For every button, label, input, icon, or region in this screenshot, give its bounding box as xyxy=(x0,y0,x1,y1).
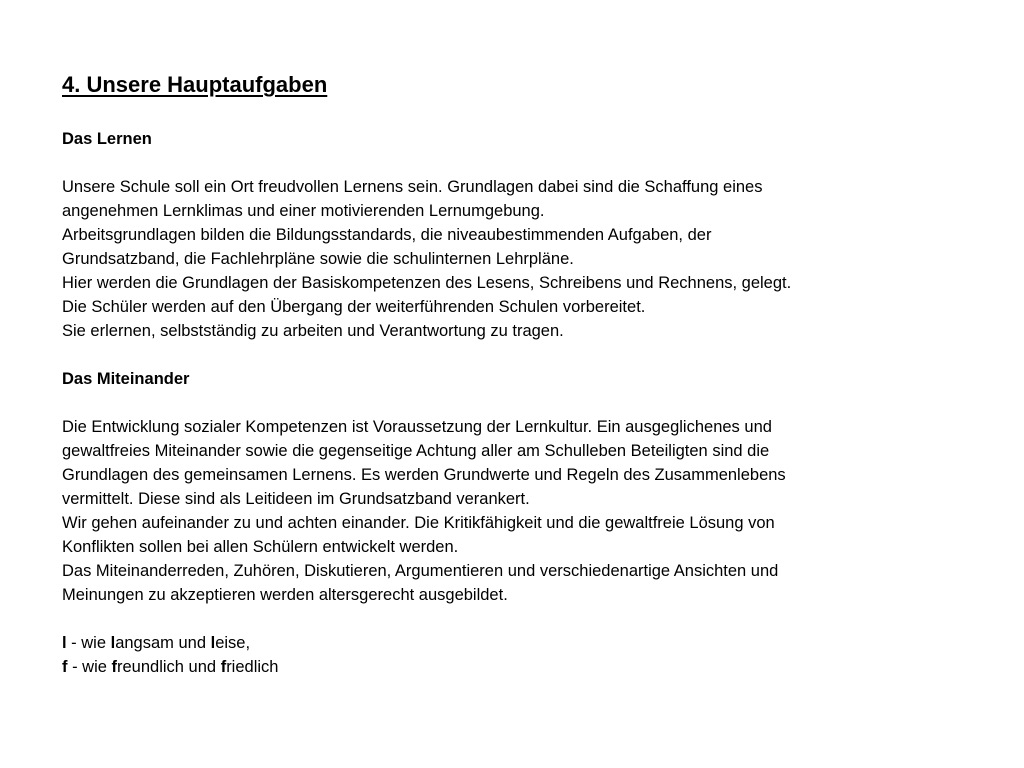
section-heading-lernen: Das Lernen xyxy=(62,130,152,148)
motto-initial: l xyxy=(110,634,116,652)
motto-letter: l xyxy=(62,634,67,652)
motto-word-rest: reundlich und xyxy=(117,658,221,676)
text-line: Hier werden die Grundlagen der Basiskompetenzen des Lesens, Schreibens und Rechnens, gelegt. xyxy=(62,274,792,292)
text-line: angenehmen Lernklimas und einer motivierenden Lernumgebung. xyxy=(62,202,545,220)
text-line: Das Miteinanderreden, Zuhören, Diskutieren, Argumentieren und verschiedenartige Ansichten und xyxy=(62,562,779,580)
text-line: Grundsatzband, die Fachlehrpläne sowie die schulinternen Lehrpläne. xyxy=(62,250,574,268)
text-line: Die Schüler werden auf den Übergang der weiterführenden Schulen vorbereitet. xyxy=(62,298,646,316)
text-line: Sie erlernen, selbstständig zu arbeiten und Verantwortung zu tragen. xyxy=(62,322,564,340)
motto-line-f xyxy=(62,655,962,679)
motto-word-rest: riedlich xyxy=(226,658,279,676)
motto-initial: l xyxy=(210,634,216,652)
text-line: Wir gehen aufeinander zu und achten einander. Die Kritikfähigkeit und die gewaltfreie Lösung von xyxy=(62,514,775,532)
spacer xyxy=(62,343,962,367)
spacer xyxy=(62,607,962,631)
text-line: Meinungen zu akzeptieren werden altersgerecht ausgebildet. xyxy=(62,586,508,604)
motto-word-rest: angsam und xyxy=(115,634,211,652)
text-line: vermittelt. Diese sind als Leitideen im Grundsatzband verankert. xyxy=(62,490,530,508)
paragraph-lernen xyxy=(62,175,962,343)
spacer xyxy=(62,391,962,415)
section-heading-miteinander: Das Miteinander xyxy=(62,370,190,388)
motto-letter: f xyxy=(62,658,68,676)
motto-separator: - wie xyxy=(66,634,111,652)
text-line: Konflikten sollen bei allen Schülern entwickelt werden. xyxy=(62,538,459,556)
motto-line-l xyxy=(62,631,962,655)
text-line: Unsere Schule soll ein Ort freudvollen Lernens sein. Grundlagen dabei sind die Schaffung eines xyxy=(62,178,763,196)
motto-separator: - wie xyxy=(67,658,112,676)
motto-initial: f xyxy=(111,658,118,676)
page-title: 4. Unsere Hauptaufgaben xyxy=(62,72,328,97)
text-line: Arbeitsgrundlagen bilden die Bildungsstandards, die niveaubestimmenden Aufgaben, der xyxy=(62,226,712,244)
text-line: Grundlagen des gemeinsamen Lernens. Es werden Grundwerte und Regeln des Zusammenlebens xyxy=(62,466,786,484)
text-line: gewaltfreies Miteinander sowie die gegenseitige Achtung aller am Schulleben Beteiligten sind die xyxy=(62,442,770,460)
text-line: Die Entwicklung sozialer Kompetenzen ist Voraussetzung der Lernkultur. Ein ausgeglichenes und xyxy=(62,418,772,436)
spacer xyxy=(62,151,962,175)
motto-initial: f xyxy=(220,658,227,676)
slide-content xyxy=(62,70,962,679)
motto-word-rest: eise, xyxy=(215,634,251,652)
paragraph-miteinander xyxy=(62,415,962,607)
